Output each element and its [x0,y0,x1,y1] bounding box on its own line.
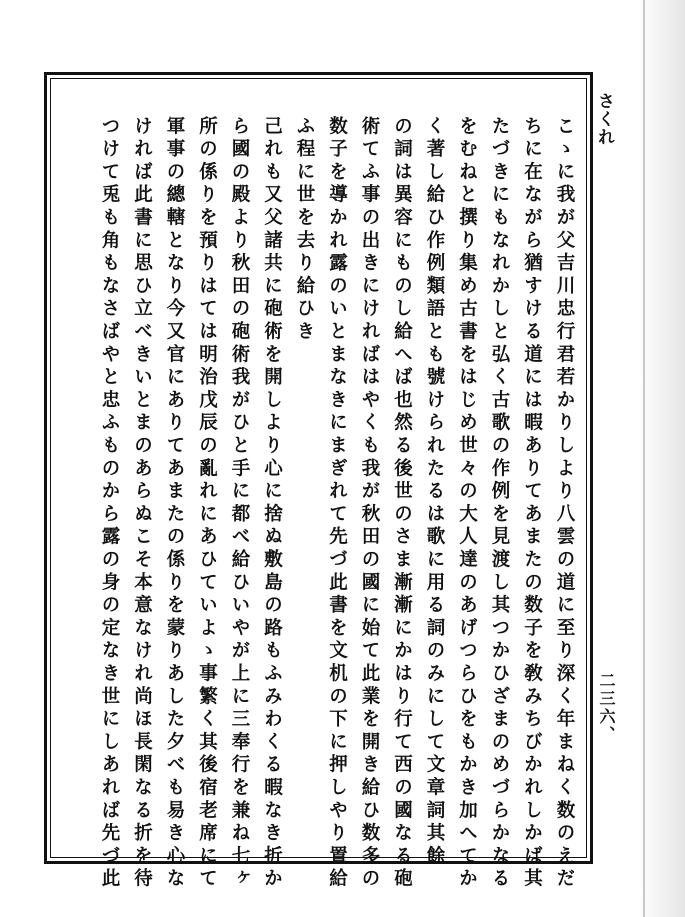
text-column: つけて兎も角もなさばやと忠ふものから露の身の定なき世にしあれば先づ此 [99,116,120,892]
text-column: たづきにもなれかしと弘く古歌の作例を見渡し其つかひざまのめづらかなる [489,116,510,892]
text-column: ければ此書に思ひ立べきいとまのあらぬこそ本意なけれ尚ほ長閑なる折を待 [131,116,153,892]
text-column: ら國の殿より秋田の砲術我がひと手に都べ給ひいやが上に三奉行を兼ね七ヶ [229,116,250,892]
text-column: の詞は異容にものし給へば也然る後世のさま漸漸にかはり行て西の國なる砲 [391,116,413,892]
text-column: 軍事の總轄となり今又官にありてあまたの係りを蒙りあした夕べも易き心な [164,116,185,892]
text-column: 己れも又父諸共に砲術を開しより心に捨ぬ敷島の路もふみわくる暇なき折か [261,116,283,892]
text-column: 数子を導かれ露のいとまなきにまぎれて先づ此書を文机の下に押しやり置給 [326,116,348,892]
text-column: 術てふ事の出きにければはやくも我が秋田の國に始て此業を開き給ひ数多の [359,116,380,892]
text-column: 所の係りを預りはては明治戊辰の亂れにあひていよゝ事繁く其後宿老席にて [196,116,218,892]
scan-edge-line [643,0,645,917]
running-head: さくれ [594,92,614,146]
text-column: ふ程に世を去り給ひき [294,116,315,344]
page-number: 二三六、 [597,672,616,744]
text-column: く著し給ひ作例類語とも號けられたるは歌に用る詞のみにして文章詞其餘 [424,116,445,869]
body-text [58,116,578,892]
text-column: ちに在ながら猶すける道には暇ありてあまたの数子を敎みちびかれしかば其 [521,116,543,892]
text-column: こゝに我が父吉川忠行君若かりしより八雲の道に至り深く年まねく数のえだ [554,116,575,892]
text-column: をむねと撰り集め古書をはじめ世々の大人達のあげつらひをもかき加へてか [456,116,478,892]
